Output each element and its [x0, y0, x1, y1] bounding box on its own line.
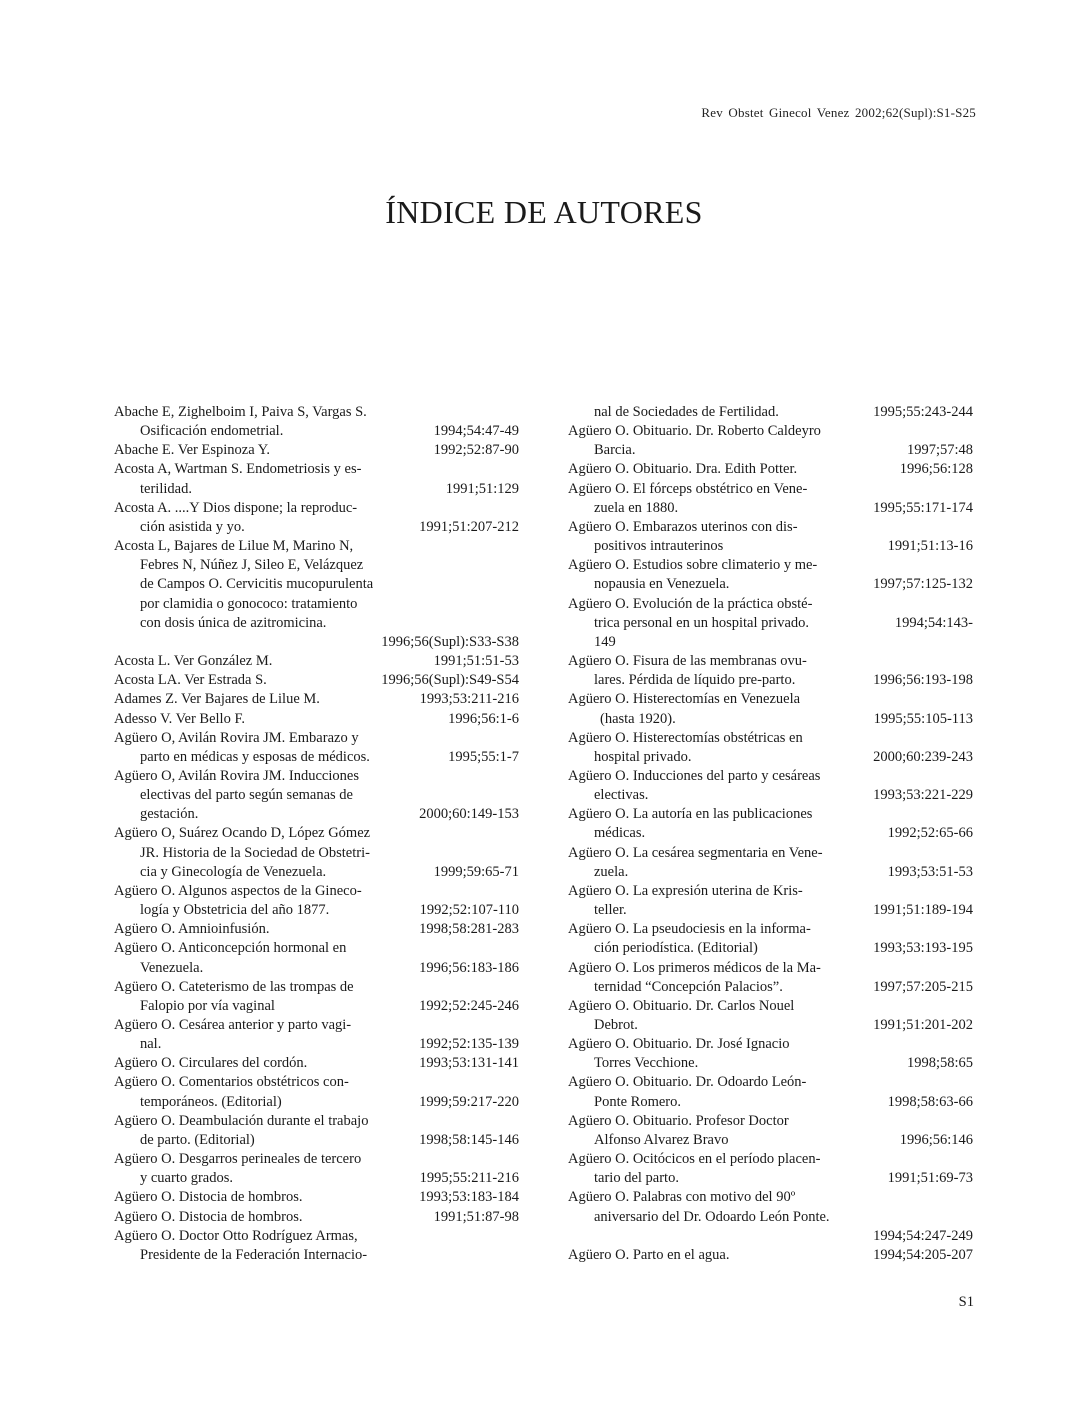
entry-text: Agüero O, Suárez Ocando D, López Gómez	[114, 825, 371, 842]
index-entry-line	[114, 633, 519, 652]
entry-text: Agüero O. Obituario. Dra. Edith Potter.	[568, 461, 798, 478]
index-entry-line	[114, 1035, 519, 1054]
entry-text: Acosta L, Bajares de Lilue M, Marino N,	[114, 538, 354, 555]
index-entry-line	[114, 1208, 519, 1227]
index-entry-line	[114, 595, 519, 614]
index-entry-line	[568, 595, 973, 614]
index-entry-line	[568, 1169, 973, 1188]
index-entry-line	[568, 1227, 973, 1246]
index-entry-line	[568, 556, 973, 575]
entry-reference: 2000;60:239-243	[873, 748, 973, 765]
index-entry-line	[114, 1131, 519, 1150]
entry-text: Agüero O. Fisura de las membranas ovu-	[568, 653, 807, 670]
index-column-left	[114, 403, 519, 1265]
entry-reference: 1992;52:107-110	[419, 902, 519, 919]
index-entry-line	[568, 748, 973, 767]
index-entry-line	[568, 901, 973, 920]
entry-text: Agüero O. Distocia de hombros.	[114, 1208, 303, 1225]
index-entry-line	[568, 614, 973, 633]
entry-text: Agüero O. Amnioinfusión.	[114, 921, 270, 938]
entry-reference: 1997;57:125-132	[873, 576, 973, 593]
index-entry-line	[568, 710, 973, 729]
entry-reference: 1997;57:48	[906, 442, 973, 459]
entry-text: Agüero O. Ocitócicos en el período placen-	[568, 1151, 821, 1168]
index-entry-line	[114, 1016, 519, 1035]
index-entry-line	[568, 805, 973, 824]
index-entry-line	[568, 939, 973, 958]
index-entry-line	[568, 824, 973, 843]
index-entry-line	[568, 460, 973, 479]
entry-text: Agüero O. Embarazos uterinos con dis-	[568, 518, 798, 535]
index-entry-line	[568, 844, 973, 863]
entry-reference: 1991;51:51-53	[433, 653, 519, 670]
index-entry-line	[114, 690, 519, 709]
index-entry-line	[568, 959, 973, 978]
entry-text: Agüero O. La cesárea segmentaria en Vene-	[568, 844, 823, 861]
index-entry-line	[568, 518, 973, 537]
entry-text: Acosta A, Wartman S. Endometriosis y es-	[114, 461, 362, 478]
entry-text: Agüero O. Distocia de hombros.	[114, 1189, 303, 1206]
entry-reference: 1998;58:65	[906, 1055, 973, 1072]
index-entry-line	[114, 1073, 519, 1092]
index-entry-line	[114, 671, 519, 690]
entry-text: Agüero O. Deambulación durante el trabajo	[114, 1112, 369, 1129]
entry-text: Agüero O. Doctor Otto Rodríguez Armas,	[114, 1227, 358, 1244]
entry-reference: 1998;58:63-66	[887, 1093, 973, 1110]
index-entry-line	[568, 403, 973, 422]
entry-text: Agüero O. Comentarios obstétricos con-	[114, 1074, 349, 1091]
index-entry-line	[568, 729, 973, 748]
entry-reference: 1998;58:145-146	[419, 1131, 519, 1148]
index-entry-line	[114, 901, 519, 920]
index-entry-line	[114, 518, 519, 537]
entry-reference: 1996;56:183-186	[419, 959, 519, 976]
entry-reference: 1994;54:143-	[894, 614, 973, 631]
entry-text: Agüero O. Palabras con motivo del 90º	[568, 1189, 796, 1206]
entry-text: aniversario del Dr. Odoardo León Ponte.	[594, 1208, 830, 1225]
entry-reference: 1992;52:65-66	[887, 825, 973, 842]
entry-reference: 1993;53:193-195	[873, 940, 973, 957]
entry-reference: 1991;51:13-16	[887, 538, 973, 555]
index-entry-line	[568, 882, 973, 901]
index-entry-line	[114, 441, 519, 460]
entry-reference: 1999;59:217-220	[419, 1093, 519, 1110]
index-entry-line	[114, 729, 519, 748]
entry-text: positivos intrauterinos	[594, 538, 724, 555]
index-entry-line	[568, 499, 973, 518]
index-entry-line	[114, 537, 519, 556]
index-entry-line	[568, 1246, 973, 1265]
entry-text: hospital privado.	[594, 748, 692, 765]
index-entry-line	[114, 767, 519, 786]
index-entry-line	[114, 959, 519, 978]
index-entry-line	[568, 1035, 973, 1054]
index-entry-line	[114, 920, 519, 939]
entry-text: Agüero O. Obituario. Dr. Roberto Caldeyro	[568, 423, 821, 440]
entry-reference: 1993;53:131-141	[419, 1055, 519, 1072]
entry-text: electivas.	[594, 787, 649, 804]
entry-text: Ponte Romero.	[594, 1093, 681, 1110]
entry-reference: 1996;56:193-198	[873, 672, 973, 689]
index-entry-line	[114, 978, 519, 997]
entry-text: teller.	[594, 902, 627, 919]
entry-reference: 1996;56(Supl):S49-S54	[381, 672, 519, 689]
entry-text: Agüero O, Avilán Rovira JM. Embarazo y	[114, 729, 359, 746]
index-entry-line	[114, 556, 519, 575]
entry-text: ción asistida y yo.	[140, 518, 245, 535]
entry-text: Presidente de la Federación Internacio-	[140, 1246, 368, 1263]
entry-text: (hasta 1920).	[600, 710, 676, 727]
index-entry-line	[568, 978, 973, 997]
entry-text: JR. Historia de la Sociedad de Obstetri-	[140, 844, 370, 861]
entry-text: Agüero O, Avilán Rovira JM. Inducciones	[114, 767, 359, 784]
entry-reference: 1995;55:243-244	[873, 404, 973, 420]
index-entry-line	[568, 441, 973, 460]
index-entry-line	[114, 652, 519, 671]
entry-reference: 1991;51:189-194	[873, 902, 973, 919]
index-entry-line	[114, 882, 519, 901]
entry-text: Barcia.	[594, 442, 636, 459]
entry-text: Agüero O. Cateterismo de las trompas de	[114, 978, 354, 995]
entry-text: Falopio por vía vaginal	[140, 997, 275, 1014]
entry-text: Agüero O. Inducciones del parto y cesáreas	[568, 767, 821, 784]
entry-text: Debrot.	[594, 1017, 638, 1033]
index-entry-line	[114, 1169, 519, 1188]
index-entry-line	[568, 671, 973, 690]
page-title: ÍNDICE DE AUTORES	[385, 194, 703, 230]
entry-reference: 1996;56(Supl):S33-S38	[381, 633, 519, 650]
entry-reference: 2000;60:149-153	[419, 806, 519, 823]
entry-text: Abache E, Zighelboim I, Paiva S, Vargas S.	[114, 404, 367, 420]
entry-text: lares. Pérdida de líquido pre-parto.	[594, 672, 796, 689]
index-column-right	[568, 403, 973, 1265]
entry-text: Agüero O. Desgarros perineales de tercero	[114, 1151, 362, 1168]
entry-reference: 1995;55:171-174	[873, 499, 973, 516]
entry-text: Osificación endometrial.	[140, 423, 284, 440]
entry-text: trica personal en un hospital privado.	[594, 614, 810, 631]
index-entry-line	[568, 1093, 973, 1112]
entry-text: electivas del parto según semanas de	[140, 787, 353, 804]
entry-text: Agüero O. Histerectomías en Venezuela	[568, 691, 801, 708]
index-entry-line	[568, 1054, 973, 1073]
index-entry-line	[568, 575, 973, 594]
entry-text: Agüero O. Anticoncepción hormonal en	[114, 940, 347, 957]
entry-text: con dosis única de azitromicina.	[140, 614, 327, 631]
entry-text: tario del parto.	[594, 1170, 679, 1187]
entry-text: Acosta L. Ver González M.	[114, 653, 273, 670]
index-entry-line	[114, 997, 519, 1016]
index-entry-line	[114, 710, 519, 729]
entry-text: 149	[594, 633, 616, 650]
index-entry-line	[114, 824, 519, 843]
index-entry-line	[568, 1112, 973, 1131]
entry-reference: 1994;54:247-249	[873, 1227, 973, 1244]
index-entry-line	[568, 1073, 973, 1092]
index-entry-line	[568, 863, 973, 882]
index-entry-line	[114, 1093, 519, 1112]
entry-reference: 1993;53:51-53	[887, 863, 973, 880]
index-entry-line	[568, 633, 973, 652]
entry-reference: 1995;55:211-216	[419, 1170, 519, 1187]
index-entry-line	[114, 1054, 519, 1073]
index-entry-line	[568, 1208, 973, 1227]
index-entry-line	[568, 652, 973, 671]
entry-reference: 1991;51:207-212	[419, 518, 519, 535]
index-entry-line	[568, 1016, 973, 1035]
index-entry-line	[114, 614, 519, 633]
entry-text: Agüero O. Evolución de la práctica obsté-	[568, 595, 813, 612]
index-entry-line	[114, 844, 519, 863]
entry-text: parto en médicas y esposas de médicos.	[140, 748, 370, 765]
index-entry-line	[568, 690, 973, 709]
entry-text: Adames Z. Ver Bajares de Lilue M.	[114, 691, 320, 708]
entry-text: Agüero O. Estudios sobre climaterio y me-	[568, 557, 818, 574]
entry-text: nal de Sociedades de Fertilidad.	[594, 404, 779, 420]
entry-reference: 1999;59:65-71	[433, 863, 519, 880]
index-entry-line	[114, 575, 519, 594]
entry-reference: 1998;58:281-283	[419, 921, 519, 938]
index-entry-line	[568, 537, 973, 556]
entry-text: Agüero O. Obituario. Dr. Carlos Nouel	[568, 997, 795, 1014]
index-entry-line	[568, 920, 973, 939]
entry-reference: 1993;53:211-216	[419, 691, 519, 708]
entry-reference: 1991;51:129	[445, 480, 519, 497]
index-entry-line	[568, 1131, 973, 1150]
entry-text: zuela.	[594, 863, 629, 880]
entry-text: por clamidia o gonococo: tratamiento	[140, 595, 358, 612]
entry-text: temporáneos. (Editorial)	[140, 1093, 282, 1110]
entry-text: Agüero O. La pseudociesis en la informa-	[568, 921, 811, 938]
entry-text: Agüero O. La expresión uterina de Kris-	[568, 882, 803, 899]
entry-reference: 1995;55:105-113	[873, 710, 973, 727]
index-entry-line	[114, 1227, 519, 1246]
entry-text: Agüero O. Cesárea anterior y parto vagi-	[114, 1017, 352, 1033]
index-entry-line	[568, 997, 973, 1016]
entry-text: Agüero O. La autoría en las publicaciones	[568, 806, 813, 823]
entry-reference: 1996;56:146	[899, 1131, 973, 1148]
entry-reference: 1992;52:245-246	[419, 997, 519, 1014]
entry-reference: 1997;57:205-215	[873, 978, 973, 995]
index-entry-line	[114, 1246, 519, 1265]
index-entry-line	[114, 1150, 519, 1169]
entry-reference: 1993;53:183-184	[419, 1189, 519, 1206]
entry-reference: 1995;55:1-7	[448, 748, 519, 765]
index-entry-line	[114, 499, 519, 518]
entry-text: de Campos O. Cervicitis mucopurulenta	[140, 576, 374, 593]
entry-reference: 1991;51:69-73	[887, 1170, 973, 1187]
entry-reference: 1996;56:1-6	[448, 710, 519, 727]
index-entry-line	[114, 480, 519, 499]
index-entry-line	[114, 460, 519, 479]
index-entry-line	[114, 863, 519, 882]
entry-reference: 1991;51:87-98	[433, 1208, 519, 1225]
entry-text: logía y Obstetricia del año 1877.	[140, 902, 330, 919]
entry-text: Venezuela.	[140, 959, 204, 976]
entry-text: zuela en 1880.	[594, 499, 679, 516]
entry-reference: 1994;54:205-207	[873, 1246, 973, 1263]
entry-reference: 1993;53:221-229	[873, 787, 973, 804]
entry-text: de parto. (Editorial)	[140, 1131, 255, 1148]
page-number: S1	[958, 1294, 974, 1310]
index-entry-line	[114, 1112, 519, 1131]
entry-text: Agüero O. Los primeros médicos de la Ma-	[568, 959, 821, 976]
entry-text: médicas.	[594, 825, 646, 842]
entry-text: Abache E. Ver Espinoza Y.	[114, 442, 270, 459]
entry-text: Torres Vecchione.	[594, 1055, 699, 1072]
entry-text: Agüero O. Circulares del cordón.	[114, 1055, 308, 1072]
entry-text: Adesso V. Ver Bello F.	[114, 710, 245, 727]
entry-text: Agüero O. Parto en el agua.	[568, 1246, 730, 1263]
entry-text: Febres N, Núñez J, Sileo E, Velázquez	[140, 557, 364, 574]
index-entry-line	[114, 748, 519, 767]
entry-reference: 1996;56:128	[899, 461, 973, 478]
entry-text: cia y Ginecología de Venezuela.	[140, 863, 327, 880]
entry-text: Acosta LA. Ver Estrada S.	[114, 672, 267, 689]
entry-reference: 1991;51:201-202	[873, 1017, 973, 1033]
entry-text: nopausia en Venezuela.	[594, 576, 730, 593]
entry-text: Agüero O. Obituario. Dr. José Ignacio	[568, 1036, 790, 1053]
index-entry-line	[568, 767, 973, 786]
entry-reference: 1992;52:87-90	[433, 442, 519, 459]
index-entry-line	[114, 939, 519, 958]
running-head: Rev Obstet Ginecol Venez 2002;62(Supl):S1-S25	[701, 105, 976, 120]
index-entry-line	[568, 480, 973, 499]
entry-text: Alfonso Alvarez Bravo	[594, 1131, 729, 1148]
entry-reference: 1994;54:47-49	[433, 423, 519, 440]
index-entry-line	[114, 805, 519, 824]
entry-text: y cuarto grados.	[140, 1170, 234, 1187]
index-entry-line	[114, 786, 519, 805]
entry-text: Agüero O. Obituario. Dr. Odoardo León-	[568, 1074, 807, 1091]
entry-text: gestación.	[140, 806, 199, 823]
entry-text: terilidad.	[140, 480, 192, 497]
index-entry-line	[114, 422, 519, 441]
entry-text: Agüero O. Algunos aspectos de la Gineco-	[114, 882, 362, 899]
index-entry-line	[568, 1188, 973, 1207]
entry-text: Agüero O. Histerectomías obstétricas en	[568, 729, 803, 746]
entry-text: Agüero O. Obituario. Profesor Doctor	[568, 1112, 789, 1129]
index-entry-line	[568, 1150, 973, 1169]
index-entry-line	[568, 786, 973, 805]
index-entry-line	[114, 1188, 519, 1207]
index-entry-line	[568, 422, 973, 441]
entry-text: nal.	[140, 1036, 162, 1053]
entry-text: Agüero O. El fórceps obstétrico en Vene-	[568, 480, 808, 497]
entry-text: ternidad “Concepción Palacios”.	[594, 978, 783, 995]
entry-reference: 1992;52:135-139	[419, 1036, 519, 1053]
entry-text: ción periodística. (Editorial)	[594, 940, 758, 957]
entry-text: Acosta A. ....Y Dios dispone; la reproduc-	[114, 499, 358, 516]
index-entry-line	[114, 403, 519, 422]
